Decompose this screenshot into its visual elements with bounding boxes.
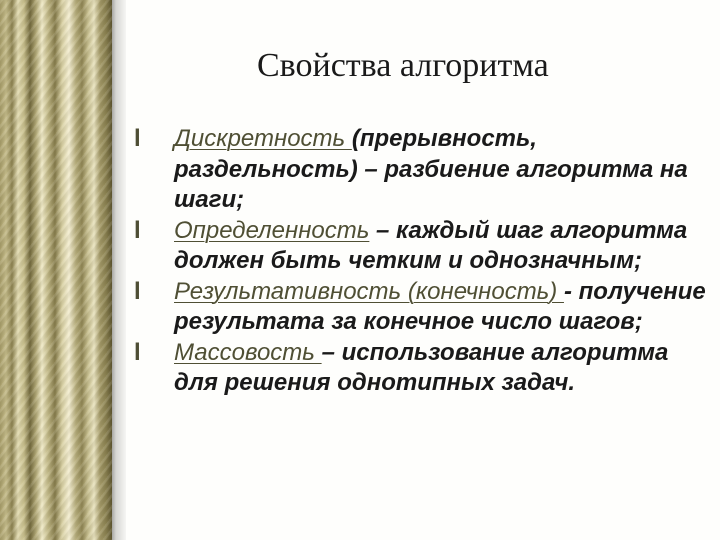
bullet-icon: l xyxy=(134,216,141,244)
bullet-icon: l xyxy=(134,338,141,366)
properties-list xyxy=(128,124,708,399)
bullet-icon: l xyxy=(134,277,141,305)
frame-shadow-edge xyxy=(112,0,126,540)
list-item-discreteness xyxy=(128,124,708,216)
slide-title: Свойства алгоритма xyxy=(257,47,549,84)
list-item-determinacy xyxy=(128,216,708,277)
definition-determinacy: – каждый шаг алгоритма должен быть четким и однозначным; xyxy=(174,216,688,274)
definition-effectiveness: - получение результата за конечное число шагов; xyxy=(174,277,706,335)
term-massiveness: Массовость xyxy=(174,338,322,366)
term-determinacy: Определенность xyxy=(174,216,370,244)
definition-discreteness: (прерывность, раздельность) – разбиение алгоритма на шаги; xyxy=(174,125,688,213)
bullet-icon: l xyxy=(134,125,141,152)
list-item-massiveness xyxy=(128,338,708,399)
term-discreteness: Дискретность xyxy=(174,125,352,152)
decorative-gold-frame xyxy=(0,0,112,540)
term-effectiveness: Результативность (конечность) xyxy=(174,277,564,305)
list-item-effectiveness xyxy=(128,277,708,338)
definition-massiveness: – использование алгоритма для решения однотипных задач. xyxy=(174,338,669,396)
